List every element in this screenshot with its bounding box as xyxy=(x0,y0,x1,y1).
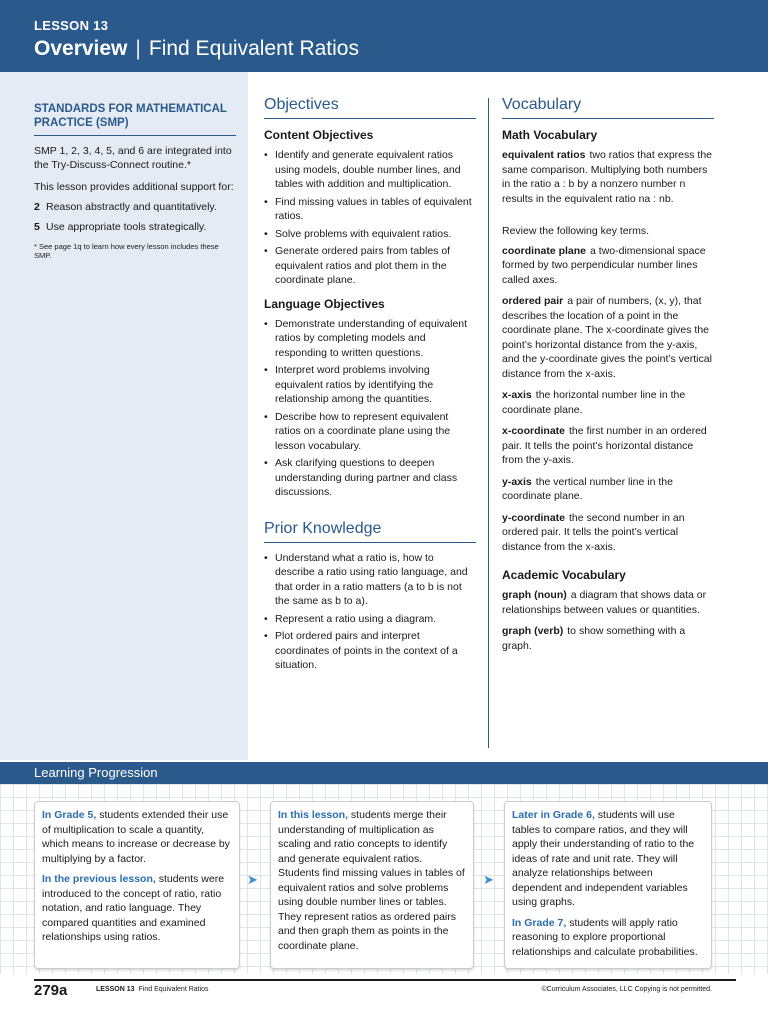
progression-text: students will use tables to compare ratios, and they will apply their understanding of ratio to the ideas of rate and unit rate. They will analyze relationships between dependent and independent variables using graphs. xyxy=(512,809,695,908)
progression-box-current xyxy=(270,801,474,969)
vocab-definition: a pair of numbers, (x, y), that describes the location of a point in the coordinate plane. The x-coordinate gives the point’s horizontal distance from the y-axis, and the y-coordinate gives the point’s vertical distance from the x-axis. xyxy=(502,295,712,380)
progression-box-prior xyxy=(34,801,240,969)
vocab-term: coordinate plane xyxy=(502,244,587,257)
list-item: • Identify and generate equivalent ratios using models, double number lines, and tables with addition and multiplication. xyxy=(264,148,476,192)
vocab-entry xyxy=(502,244,714,288)
smp-intro: SMP 1, 2, 3, 4, 5, and 6 are integrated into the Try-Discuss-Connect routine.* xyxy=(34,145,232,171)
copyright-notice: ©Curriculum Associates, LLC Copying is not permitted. xyxy=(541,986,712,993)
list-item: • Understand what a ratio is, how to describe a ratio using ratio language, and that order in a ratio matters (a to b is not the same as b to a). xyxy=(264,551,476,609)
review-note: Review the following key terms. xyxy=(502,225,650,237)
progression-text: students merge their understanding of multiplication as scaling and ratio concepts to identify and generate equivalent ratios. Students find missing values in tables of equivalent ratios and solve problems using double number lines or tables. They represent ratios as ordered pairs and then graph them as points in the coordinate plane. xyxy=(278,809,465,952)
vocab-term: ordered pair xyxy=(502,295,564,307)
math-vocabulary-title: Math Vocabulary xyxy=(502,128,598,142)
progression-paragraph xyxy=(42,872,232,945)
arrow-right-icon: ➤ xyxy=(247,872,258,887)
vocabulary-title: Vocabulary xyxy=(502,96,714,119)
list-item: • Describe how to represent equivalent ratios on a coordinate plane using the lesson vocabulary. xyxy=(264,410,476,454)
progression-text: students extended their use of multiplication to scale a quantity, which means to increase or decrease by multiplying by a factor. xyxy=(42,809,230,865)
progression-text: students will apply ratio reasoning to explore proportional relationships and calculate probabilities. xyxy=(512,916,698,958)
vocab-definition: the first number in an ordered pair. It tells the point’s horizontal distance from the y-axis. xyxy=(502,425,707,466)
list-item: • Find missing values in tables of equivalent ratios. xyxy=(264,195,476,224)
prior-knowledge-list xyxy=(264,551,476,673)
lesson-label: LESSON 13 xyxy=(34,18,109,33)
list-item: • Represent a ratio using a diagram. xyxy=(264,612,476,627)
vocab-term: graph (noun) xyxy=(502,589,567,601)
list-item: • Plot ordered pairs and interpret coordinates of points in the context of a situation. xyxy=(264,629,476,673)
list-item: • Interpret word problems involving equivalent ratios by identifying the relationship among the quantities. xyxy=(264,363,476,407)
vocab-definition: the horizontal number line in the coordinate plane. xyxy=(502,389,686,416)
list-item: • Demonstrate understanding of equivalent ratios by completing models and responding to written questions. xyxy=(264,317,476,361)
content-objectives-list xyxy=(264,148,476,288)
vocab-term: x-coordinate xyxy=(502,425,566,437)
vocab-definition: a two-dimensional space formed by two perpendicular number lines called axes. xyxy=(502,244,706,286)
vocab-term: x-axis xyxy=(502,389,532,401)
vocab-definition: the vertical number line in the coordinate plane. xyxy=(502,475,673,502)
smp-item-number: 2 xyxy=(34,201,40,213)
vocab-term: y-coordinate xyxy=(502,511,566,524)
prior-knowledge-section xyxy=(264,520,476,673)
smp-item-text: Reason abstractly and quantitatively. xyxy=(46,201,217,213)
vocab-entry xyxy=(502,294,714,381)
progression-box-later xyxy=(504,801,712,969)
language-objectives-list xyxy=(264,317,476,500)
title-separator: | xyxy=(135,37,141,60)
list-item: • Ask clarifying questions to deepen understanding during partner and class discussions. xyxy=(264,456,476,500)
progression-lead: In the previous lesson, xyxy=(42,873,156,885)
objectives-column xyxy=(264,96,476,676)
vocab-definition: a diagram that shows data or relationships between values or quantities. xyxy=(502,589,707,616)
learning-progression-bar xyxy=(0,762,768,784)
arrow-right-icon: ➤ xyxy=(483,872,494,887)
footer-lesson-title: Find Equivalent Ratios xyxy=(138,986,209,993)
smp-panel xyxy=(0,72,248,760)
vocab-entry xyxy=(502,511,714,555)
academic-vocabulary-title: Academic Vocabulary xyxy=(502,568,626,582)
page-footer xyxy=(0,974,768,1024)
vocab-term: equivalent ratios xyxy=(502,149,586,161)
vocab-definition: two ratios that express the same comparison. Multiplying both numbers in the ratio a : b by a nonzero number n results in the equivalent ratio na : nb. xyxy=(502,149,713,205)
smp-footnote: * See page 1q to learn how every lesson includes these SMP. xyxy=(34,242,219,260)
footer-lesson xyxy=(96,986,209,993)
learning-progression-grid xyxy=(0,784,768,974)
progression-lead: Later in Grade 6, xyxy=(512,809,595,821)
page-header xyxy=(0,0,768,72)
lesson-title: Find Equivalent Ratios xyxy=(148,37,359,60)
smp-item xyxy=(34,220,236,234)
vocab-entry xyxy=(502,475,714,504)
progression-lead: In this lesson, xyxy=(278,809,349,821)
language-objectives-title: Language Objectives xyxy=(264,296,385,311)
page-title xyxy=(34,37,734,61)
page-number: 279a xyxy=(34,982,68,999)
smp-item-text: Use appropriate tools strategically. xyxy=(46,221,207,233)
objectives-title: Objectives xyxy=(264,96,476,119)
progression-lead: In Grade 5, xyxy=(42,809,97,821)
overview-label: Overview xyxy=(34,37,128,60)
vocab-term: y-axis xyxy=(502,475,532,488)
learning-progression-title: Learning Progression xyxy=(34,765,158,780)
footer-lesson-label: LESSON 13 xyxy=(96,986,135,993)
smp-item xyxy=(34,200,236,214)
progression-paragraph xyxy=(278,808,466,953)
content-objectives-title: Content Objectives xyxy=(264,128,374,142)
list-item: • Solve problems with equivalent ratios. xyxy=(264,227,476,242)
vocab-entry xyxy=(502,148,714,206)
vocab-entry xyxy=(502,588,714,617)
list-item: • Generate ordered pairs from tables of equivalent ratios and plot them in the coordinate plane. xyxy=(264,244,476,288)
vocab-entry xyxy=(502,424,714,468)
vocab-entry xyxy=(502,624,714,653)
progression-paragraph xyxy=(42,808,232,866)
progression-paragraph xyxy=(512,808,704,910)
progression-text: students were introduced to the concept of ratio, ratio notation, and ratio language. They compared quantities and examined relationships using ratios. xyxy=(42,873,225,943)
vocab-term: graph (verb) xyxy=(502,625,564,637)
smp-support: This lesson provides additional support for: xyxy=(34,181,234,193)
vocab-definition: to show something with a graph. xyxy=(502,625,686,652)
prior-knowledge-title: Prior Knowledge xyxy=(264,520,476,543)
vocabulary-column xyxy=(502,96,714,660)
column-divider xyxy=(488,98,489,748)
footer-rule xyxy=(34,979,736,981)
progression-paragraph xyxy=(512,916,704,960)
smp-heading: STANDARDS FOR MATHEMATICAL PRACTICE (SMP) xyxy=(34,102,236,136)
vocab-definition: the second number in an ordered pair. It tells the point’s vertical distance from the x-axis. xyxy=(502,511,685,553)
progression-lead: In Grade 7, xyxy=(512,916,567,929)
smp-item-number: 5 xyxy=(34,221,40,233)
vocab-entry xyxy=(502,388,714,417)
